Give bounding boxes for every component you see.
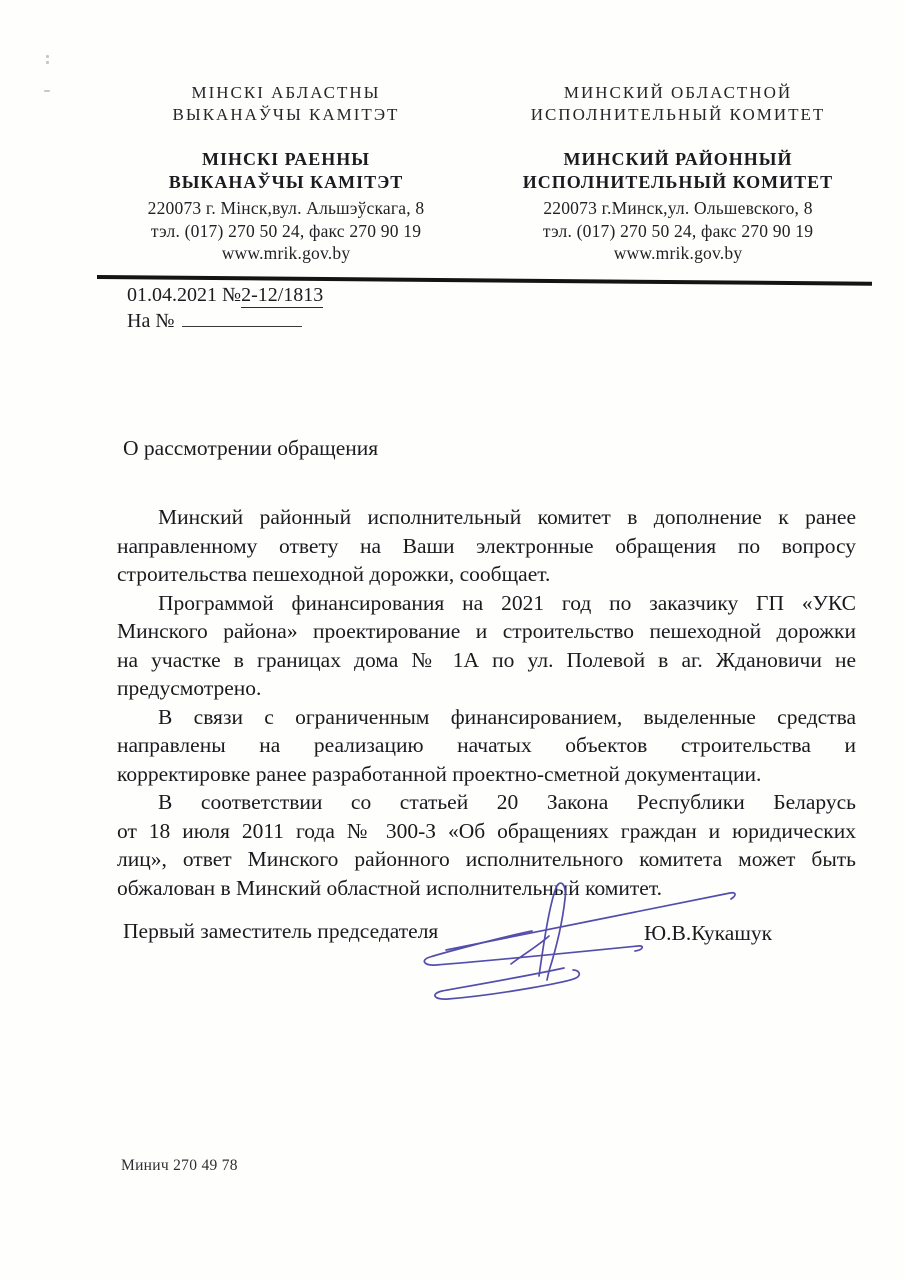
body-line: предусмотрено.: [117, 676, 262, 700]
org-line: МИНСКИЙ РАЙОННЫЙ: [563, 149, 793, 169]
body-line: В связи с ограниченным финансированием, выделенные средства: [158, 704, 856, 729]
outgoing-ref-line: [127, 282, 323, 308]
body-line: Программой финансирования на 2021 год по заказчику ГП «УКС: [158, 590, 856, 615]
org-phone: тэл. (017) 270 50 24, факс 270 90 19: [542, 220, 814, 241]
body-line: Минский районный исполнительный комитет в дополнение к ранее: [158, 505, 856, 529]
parent-org-line: ВЫКАНАЎЧЫ КАМІТЭТ: [172, 105, 400, 124]
org-line: МІНСКІ РАЕННЫ: [202, 149, 370, 169]
signer-name: Ю.В.Кукашук: [644, 921, 773, 945]
org-line: ИСПОЛНИТЕЛЬНЫЙ КОМИТЕТ: [522, 172, 834, 192]
body-line: на участке в границах дома № 1А по ул. Полевой в аг. Ждановичи не: [117, 647, 856, 672]
paragraph: [117, 503, 856, 589]
parent-org-line: МИНСКИЙ ОБЛАСТНОЙ: [563, 83, 793, 102]
org-address: 220073 г. Мінск,вул. Альшэўскага, 8: [147, 198, 425, 218]
body-line: обжалован в Минский областной исполнительный комитет.: [117, 875, 663, 900]
org-name: [488, 148, 868, 194]
reference-block: [127, 282, 323, 334]
executor-contact: Минич 270 49 78: [121, 1157, 238, 1174]
parent-org-line: МІНСКІ АБЛАСТНЫ: [191, 83, 381, 102]
org-website: www.mrik.gov.by: [613, 243, 743, 263]
body-line: В соответствии со статьей 20 Закона Республики Беларусь: [158, 790, 856, 814]
letter-body: [117, 503, 856, 902]
org-contact: [100, 197, 472, 265]
body-line: корректировке ранее разработанной проектно-сметной документации.: [117, 761, 762, 786]
paragraph: [117, 589, 856, 703]
parent-org-name: [488, 82, 868, 126]
org-name: [100, 148, 472, 194]
org-address: 220073 г.Минск,ул. Ольшевского, 8: [543, 198, 813, 218]
parent-org-line: ИСПОЛНИТЕЛЬНЫЙ КОМИТЕТ: [530, 105, 826, 124]
handwritten-signature-ink: [418, 876, 748, 1004]
letterhead-belarusian: [100, 82, 472, 265]
subject-line: О рассмотрении обращения: [123, 436, 379, 460]
scan-artifact: [44, 90, 50, 92]
org-line: ВЫКАНАЎЧЫ КАМІТЭТ: [168, 172, 404, 192]
body-line: строительства пешеходной дорожки, сообщает.: [117, 562, 551, 586]
outgoing-date: 01.04.2021 №: [127, 284, 242, 306]
incoming-ref-line: [127, 308, 323, 334]
incoming-ref-label: На №: [127, 310, 175, 332]
body-line: направлены на реализацию начатых объектов строительства и: [117, 733, 856, 757]
outgoing-number: 2-12/1813: [241, 284, 324, 306]
signer-position-title: Первый заместитель председателя: [123, 919, 439, 943]
letterhead-russian: [488, 82, 868, 265]
scan-artifact: [46, 55, 49, 58]
incoming-ref-blank-line: [182, 310, 302, 327]
org-phone: тэл. (017) 270 50 24, факс 270 90 19: [150, 220, 422, 241]
parent-org-name: [100, 82, 472, 126]
body-line: лиц», ответ Минского районного исполнительного комитета может быть: [117, 847, 856, 871]
body-line: направленному ответу на Ваши электронные обращения по вопросу: [117, 533, 856, 558]
org-contact: [488, 197, 868, 265]
body-line: Минского района» проектирование и строительство пешеходной дорожки: [117, 619, 856, 643]
org-website: www.mrik.gov.by: [221, 243, 351, 263]
body-line: от 18 июля 2011 года № 300-З «Об обращениях граждан и юридических: [117, 818, 856, 843]
paragraph: [117, 703, 856, 789]
